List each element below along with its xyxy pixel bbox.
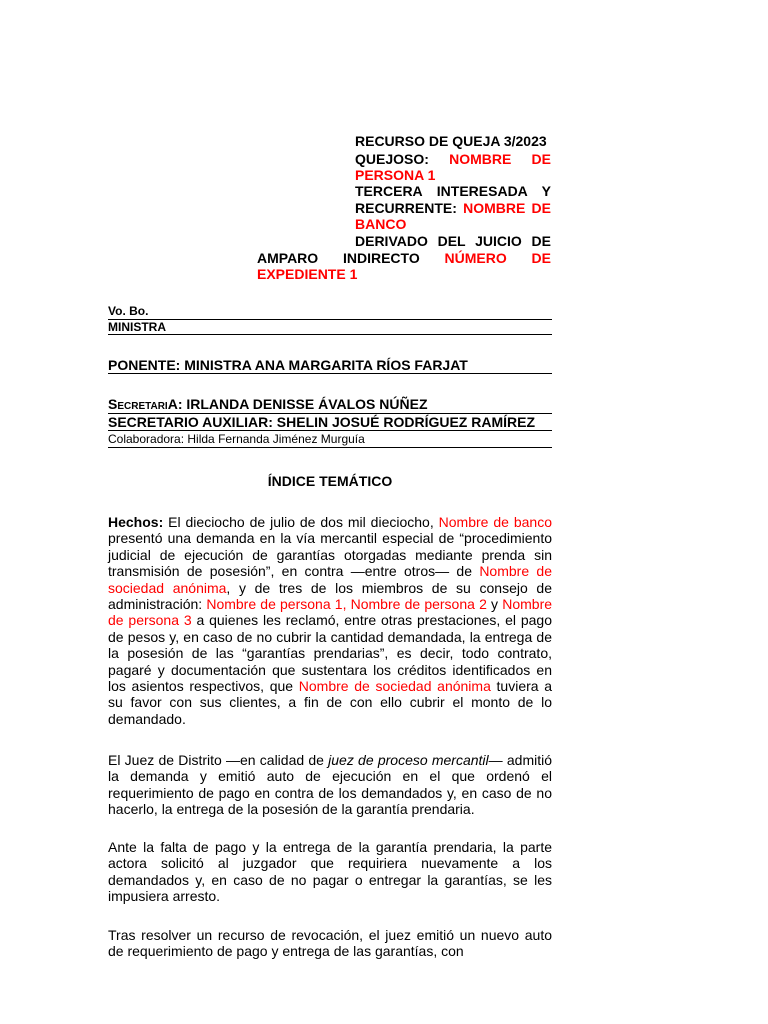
secretaria-prefix: Secretari <box>108 396 168 412</box>
paragraph-line <box>108 530 552 546</box>
text-run: la posesión de las “garantías prendarias”, es decir, todo contrato, <box>108 645 552 662</box>
recurrente-name-cont: BANCO <box>355 216 407 232</box>
text-run: — admitió <box>488 752 552 768</box>
paragraph-line <box>108 768 552 784</box>
signature-rule <box>108 430 552 431</box>
text-run: hacerlo, la entrega de la posesión de la garantía prendaria. <box>108 801 475 818</box>
signature-rule <box>108 373 552 374</box>
paragraph-line <box>108 662 552 678</box>
text-run: Hechos: <box>108 514 164 530</box>
derivado-line: DERIVADO DEL JUICIO DE <box>355 233 551 249</box>
text-run: y <box>486 596 503 613</box>
paragraph-line <box>108 839 552 855</box>
text-run: a quienes les reclamó, entre otras prestaciones, el pago <box>191 612 552 629</box>
text-run: Tras resolver un recurso de revocación, el juez emitió un nuevo auto <box>108 927 552 943</box>
secretaria-line <box>108 396 552 412</box>
quejoso-name-cont: PERSONA 1 <box>355 167 436 183</box>
text-run: demandado. <box>108 710 186 727</box>
paragraph-line <box>108 547 552 563</box>
quejoso-label: QUEJOSO: <box>355 151 429 167</box>
index-title: ÍNDICE TEMÁTICO <box>267 473 393 489</box>
paragraph-line <box>108 629 552 645</box>
paragraph-line <box>108 563 552 579</box>
amparo-line <box>257 250 551 266</box>
highlighted-name: sociedad anónima <box>108 579 227 596</box>
paragraph-line <box>108 801 552 817</box>
text-run: tuviera a <box>490 678 553 695</box>
paragraph-line <box>108 872 552 888</box>
paragraph-line <box>108 943 552 959</box>
highlighted-name: Nombre de <box>479 563 552 580</box>
paragraph-line <box>108 645 552 661</box>
highlighted-name: Nombre de banco <box>438 514 552 530</box>
paragraph-line <box>108 711 552 727</box>
text-run: transmisión de posesión”, en contra —entre otros— de <box>108 563 480 580</box>
paragraph-revocacion <box>108 927 552 960</box>
text-run: impusiera arresto. <box>108 888 221 905</box>
text-run: demandados y, en caso de no pagar o entregar la garantías, se les <box>108 871 552 888</box>
paragraph-line <box>108 596 552 612</box>
paragraph-hechos <box>108 514 552 727</box>
text-run: pagaré y documentación que sustentara los créditos identificados en <box>108 661 552 678</box>
expediente-number-cont: EXPEDIENTE 1 <box>257 266 358 282</box>
paragraph-line <box>108 752 552 768</box>
paragraph-line <box>108 785 552 801</box>
text-run: los asientos respectivos, que <box>108 678 299 695</box>
paragraph-falta-pago <box>108 839 552 905</box>
quejoso-line <box>355 151 551 167</box>
ministra-label: MINISTRA <box>108 320 166 334</box>
text-run: , y de tres de los miembros de su consejo de <box>226 579 552 596</box>
text-run: su favor con sus clientes, a fin de con ello cubrir el monto de lo <box>108 694 552 711</box>
recurrente-label: RECURRENTE: <box>355 200 457 216</box>
text-run: actora solicitó al juzgador que requiriera nuevamente a los <box>108 855 552 872</box>
tercera-interesada-line: TERCERA INTERESADA Y <box>355 183 551 199</box>
recurrente-line <box>355 200 551 216</box>
text-run: administración: <box>108 596 207 613</box>
expediente-number: NÚMERO DE <box>444 250 551 266</box>
paragraph-juez <box>108 752 552 818</box>
text-run: requerimiento de pago en contra de los demandados y, en caso de no <box>108 784 552 801</box>
paragraph-line <box>108 514 552 530</box>
text-run: de pesos y, en caso de no cubrir la cantidad demandada, la entrega de <box>108 628 552 645</box>
amparo-label: AMPARO INDIRECTO <box>257 250 420 266</box>
highlighted-name: de persona 3 <box>108 612 192 629</box>
text-run: presentó una demanda en la vía mercantil especial de “procedimiento <box>108 530 552 547</box>
signature-rule <box>108 447 552 448</box>
highlighted-name: Nombre de sociedad anónima <box>298 678 491 695</box>
signature-rule <box>108 334 552 335</box>
case-number: RECURSO DE QUEJA 3/2023 <box>355 133 547 149</box>
vobo-label: Vo. Bo. <box>108 304 149 318</box>
secretario-auxiliar-line: SECRETARIO AUXILIAR: SHELIN JOSUÉ RODRÍGUEZ RAMÍREZ <box>108 414 536 430</box>
paragraph-line <box>108 855 552 871</box>
highlighted-name: Nombre <box>502 596 553 613</box>
paragraph-line <box>108 927 552 943</box>
quejoso-name: NOMBRE DE <box>449 151 552 167</box>
paragraph-line <box>108 888 552 904</box>
highlighted-name: Nombre de persona 1, Nombre de persona 2 <box>206 596 487 613</box>
paragraph-line <box>108 612 552 628</box>
text-run: Ante la falta de pago y la entrega de la garantía prendaria, la parte <box>108 839 552 855</box>
secretaria-name: A: IRLANDA DENISSE ÁVALOS NÚÑEZ <box>167 396 428 412</box>
paragraph-line <box>108 580 552 596</box>
recurrente-name: NOMBRE DE <box>463 200 551 216</box>
text-run: la demanda y emitió auto de ejecución en el que ordenó el <box>108 768 552 785</box>
paragraph-line <box>108 678 552 694</box>
text-run: El dieciocho de julio de dos mil dieciocho, <box>163 514 439 530</box>
colaboradora-line: Colaboradora: Hilda Fernanda Jiménez Murguía <box>108 432 365 446</box>
text-run: El Juez de Distrito —en calidad de <box>108 752 329 768</box>
text-run: juez de proceso mercantil <box>328 752 489 768</box>
ponente-line: PONENTE: MINISTRA ANA MARGARITA RÍOS FARJAT <box>108 357 468 373</box>
text-run: de requerimiento de pago y entrega de las garantías, con <box>108 943 464 960</box>
paragraph-line <box>108 694 552 710</box>
text-run: judicial de ejecución de garantías otorgadas mediante prenda sin <box>108 546 552 563</box>
